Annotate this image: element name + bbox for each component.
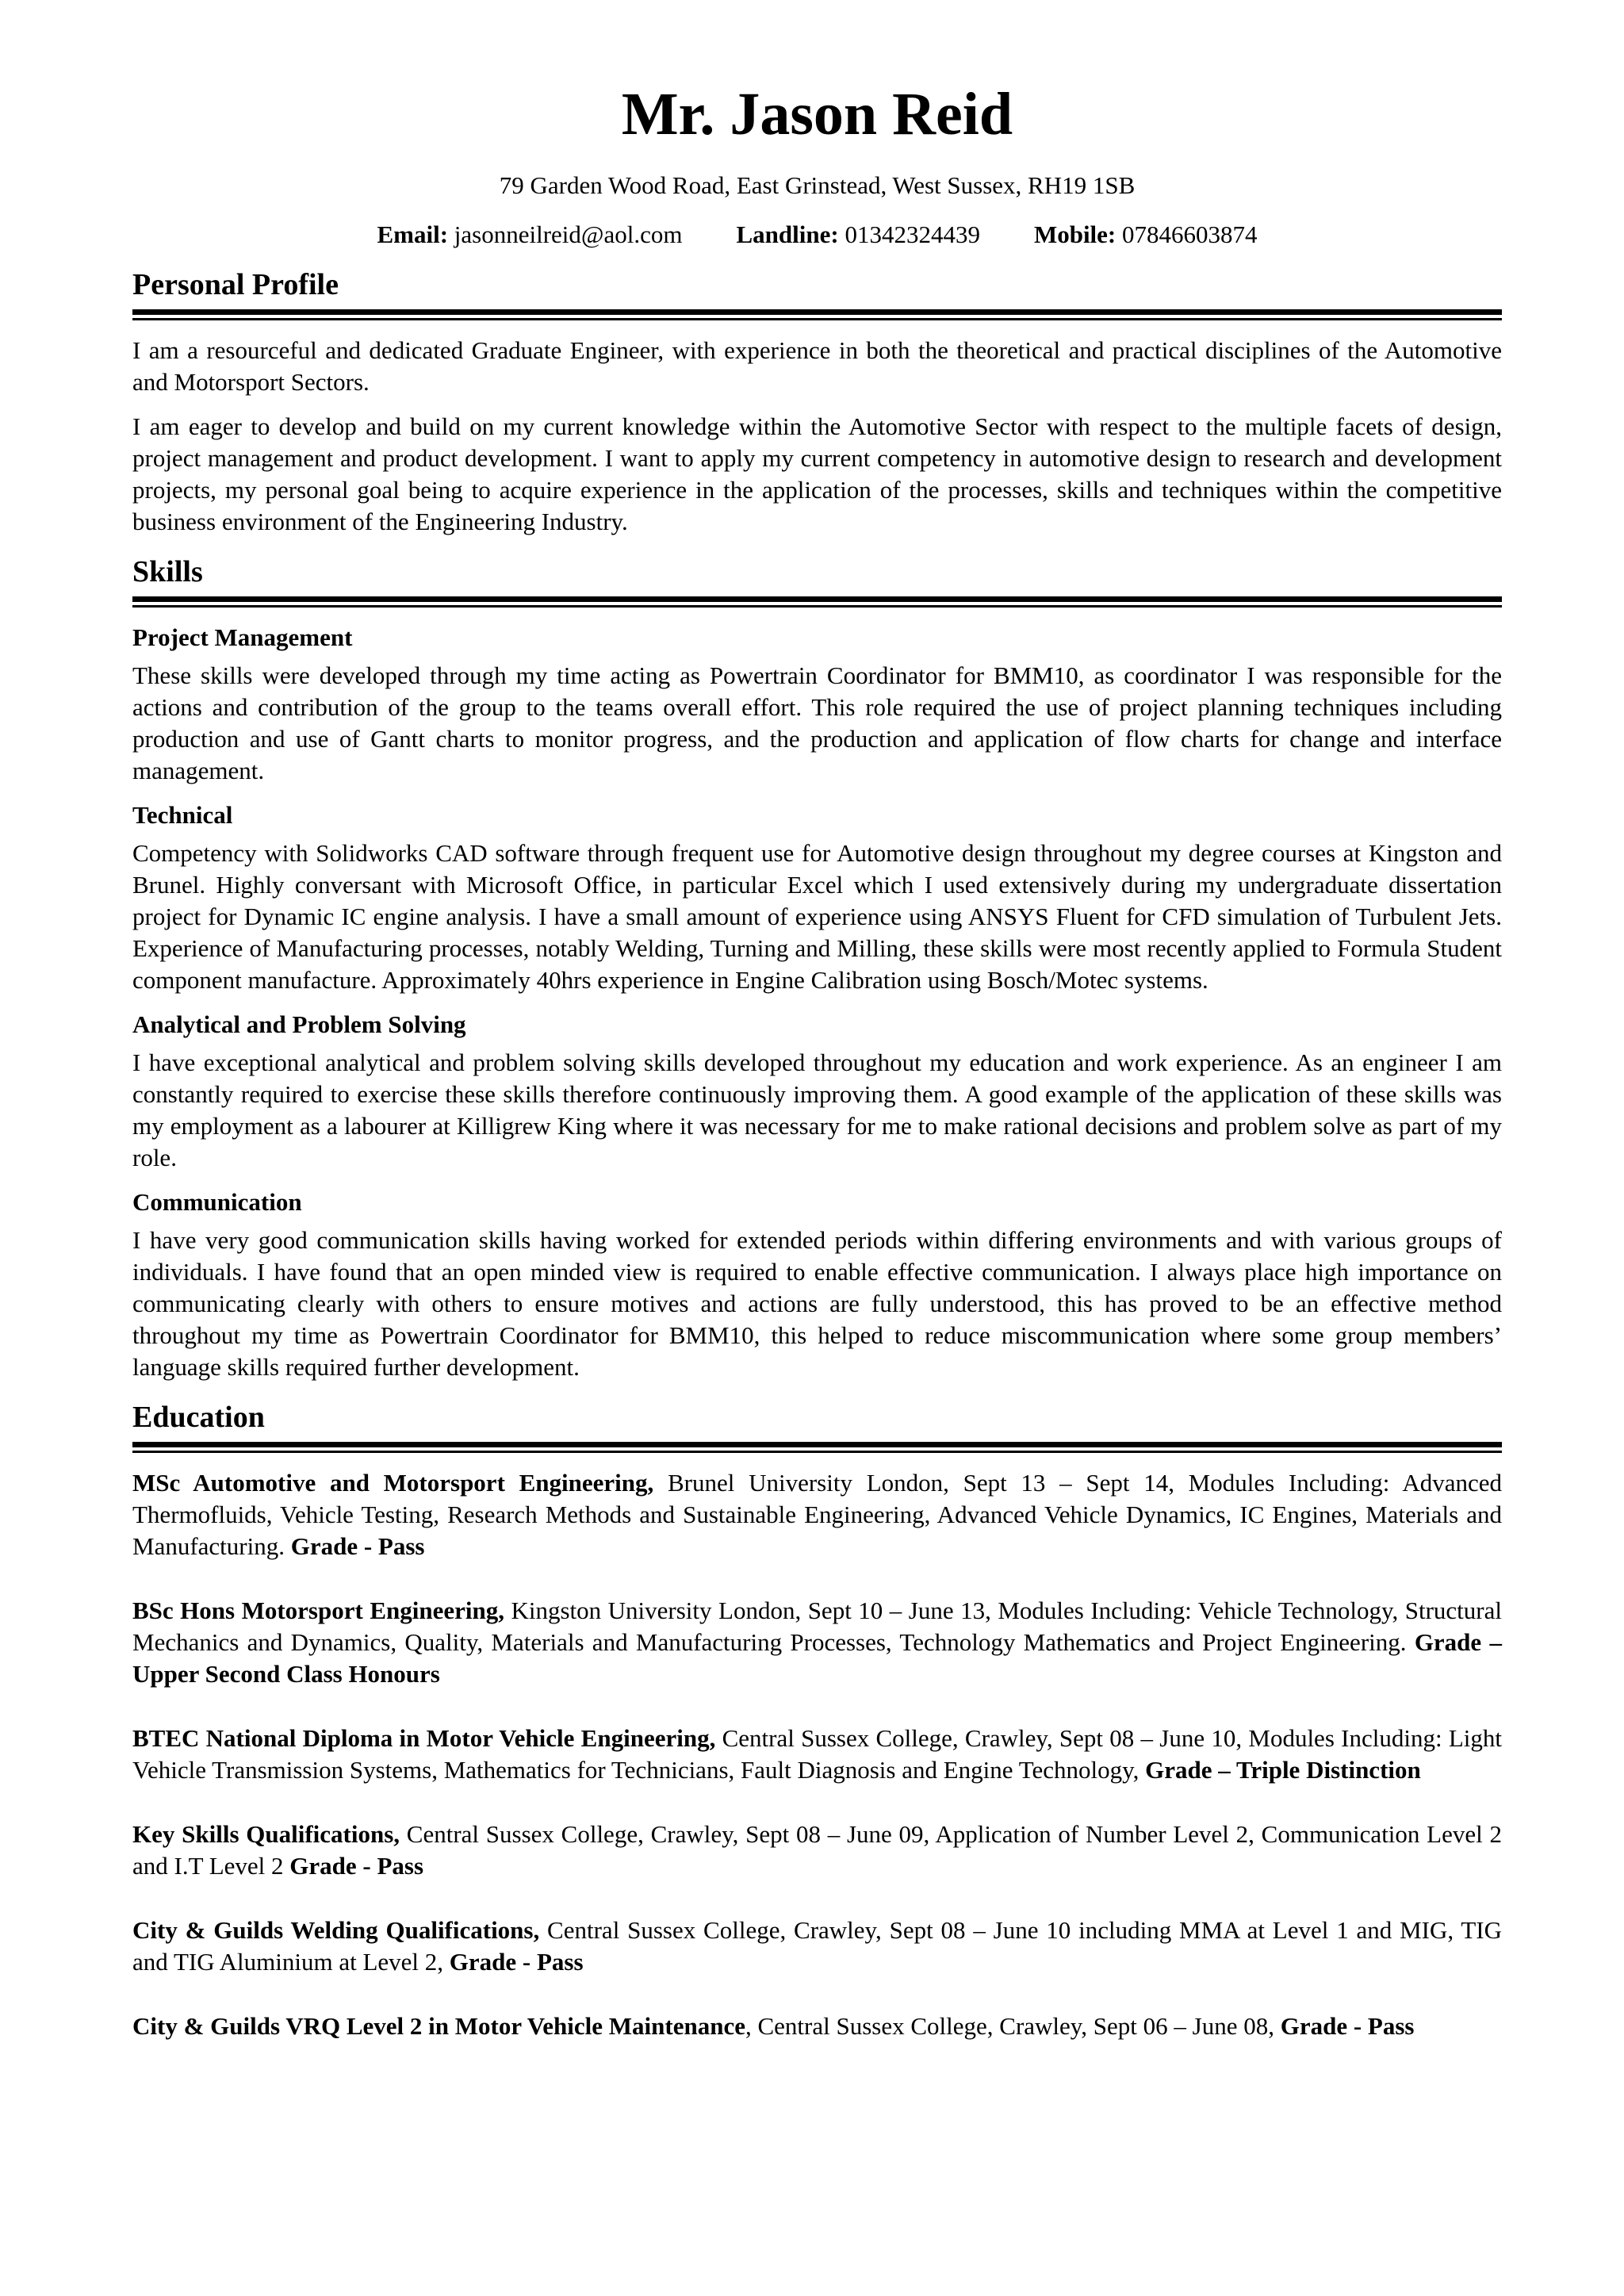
skill-text-project-management: These skills were developed through my time acting as Powertrain Coordinator for BMM10, as coordinator I was responsible for the actions and contribution of the group to the teams overall effort. This role required the use of project planning techniques including production and use of Gantt charts to monitor progress, and the production and application of flow charts for change and interface management.: [132, 661, 1502, 784]
education-item: [132, 1595, 1502, 1690]
education-item: [132, 1723, 1502, 1786]
education-details: , Central Sussex College, Crawley, Sept 06 – June 08,: [745, 2012, 1281, 2040]
section-divider: [132, 1442, 1502, 1453]
skill-heading-communication: Communication: [132, 1188, 302, 1216]
skill-heading-analytical: Analytical and Problem Solving: [132, 1010, 466, 1038]
section-skills: [132, 552, 1502, 1383]
email-value: jasonneilreid@aol.com: [454, 220, 683, 248]
mobile-label: Mobile:: [1033, 220, 1116, 248]
section-title-education: Education: [132, 1401, 265, 1434]
education-qualification: BSc Hons Motorsport Engineering,: [132, 1596, 504, 1624]
education-grade: Grade - Pass: [1280, 2012, 1415, 2040]
candidate-name: Mr. Jason Reid: [621, 81, 1013, 148]
profile-paragraph-1: I am a resourceful and dedicated Graduate Engineer, with experience in both the theoretical and practical disciplines of the Automotive and Motorsport Sectors.: [132, 336, 1502, 396]
landline-label: Landline:: [736, 220, 839, 248]
skill-text-communication: I have very good communication skills having worked for extended periods within differing environments and with various groups of individuals. I have found that an open minded view is required to enable effective communication. I always place high importance on communicating clearly with others to ensure motives and actions are fully understood, this has proved to be an effective method throughout my time as Powertrain Coordinator for BMM10, this helped to reduce miscommunication where some group members’ language skills required further development.: [132, 1226, 1502, 1381]
education-grade: Grade – Triple Distinction: [1145, 1756, 1421, 1784]
landline-contact: [736, 219, 979, 251]
contact-line: [132, 219, 1502, 251]
education-qualification: Key Skills Qualifications,: [132, 1820, 400, 1848]
skill-text-analytical: I have exceptional analytical and problem solving skills developed throughout my education and work experience. As an engineer I am constantly required to exercise these skills therefore continuously improving them. A good example of the application of these skills was my employment as a labourer at Killigrew King where it was necessary for me to make rational decisions and problem solve as part of my role.: [132, 1048, 1502, 1171]
education-grade: Grade - Pass: [449, 1948, 584, 1976]
education-item: [132, 1915, 1502, 1978]
section-title-profile: Personal Profile: [132, 268, 339, 301]
email-label: Email:: [377, 220, 449, 248]
education-qualification: City & Guilds VRQ Level 2 in Motor Vehicle Maintenance: [132, 2012, 745, 2040]
section-personal-profile: [132, 265, 1502, 538]
section-title-skills: Skills: [132, 555, 203, 588]
education-item: [132, 1467, 1502, 1562]
mobile-contact: [1034, 219, 1258, 251]
education-details: Central Sussex College, Crawley, Sept 08 – June 09, Application of Number Level 2, Communication Level 2 and I.T Level 2: [132, 1820, 1502, 1880]
education-grade: Grade - Pass: [290, 1532, 425, 1560]
education-grade: Grade – Upper Second Class Honours: [132, 1628, 1502, 1688]
education-qualification: MSc Automotive and Motorsport Engineering,: [132, 1469, 654, 1497]
section-education: [132, 1397, 1502, 2042]
education-grade: Grade - Pass: [289, 1852, 424, 1880]
education-item: [132, 2010, 1502, 2042]
skill-heading-project-management: Project Management: [132, 623, 353, 651]
education-item: [132, 1819, 1502, 1882]
education-qualification: BTEC National Diploma in Motor Vehicle Engineering,: [132, 1724, 716, 1752]
email-contact: [377, 219, 682, 251]
address: 79 Garden Wood Road, East Grinstead, West Sussex, RH19 1SB: [499, 171, 1136, 199]
education-details: Central Sussex College, Crawley, Sept 08 – June 10 including MMA at Level 1 and MIG, TIG and TIG Aluminium at Level 2,: [132, 1916, 1502, 1976]
skill-text-technical: Competency with Solidworks CAD software through frequent use for Automotive design throughout my degree courses at Kingston and Brunel. Highly conversant with Microsoft Office, in particular Excel which I used extensively during my undergraduate dissertation project for Dynamic IC engine analysis. I have a small amount of experience using ANSYS Fluent for CFD simulation of Turbulent Jets. Experience of Manufacturing processes, notably Welding, Turning and Milling, these skills were most recently applied to Formula Student component manufacture. Approximately 40hrs experience in Engine Calibration using Bosch/Motec systems.: [132, 839, 1502, 994]
education-details: Kingston University London, Sept 10 – June 13, Modules Including: Vehicle Technology, Structural Mechanics and Dynamics, Quality, Materials and Manufacturing Processes, Technology Mathematics and Project Engineering.: [132, 1596, 1502, 1656]
education-details: Central Sussex College, Crawley, Sept 08 – June 10, Modules Including: Light Vehicle Transmission Systems, Mathematics for Technicians, Fault Diagnosis and Engine Technology,: [132, 1724, 1502, 1784]
section-divider: [132, 596, 1502, 608]
section-divider: [132, 309, 1502, 320]
education-qualification: City & Guilds Welding Qualifications,: [132, 1916, 540, 1944]
skill-heading-technical: Technical: [132, 801, 233, 829]
profile-paragraph-2: I am eager to develop and build on my current knowledge within the Automotive Sector with respect to the multiple facets of design, project management and product development. I want to apply my current competency in automotive design to research and development projects, my personal goal being to acquire experience in the application of the processes, skills and techniques within the competitive business environment of the Engineering Industry.: [132, 412, 1502, 535]
education-details: Brunel University London, Sept 13 – Sept 14, Modules Including: Advanced Thermofluids, Vehicle Testing, Research Methods and Sustainable Engineering, Advanced Vehicle Dynamics, IC Engines, Materials and Manufacturing.: [132, 1469, 1503, 1560]
landline-value: 01342324439: [845, 220, 980, 248]
mobile-value: 07846603874: [1122, 220, 1258, 248]
